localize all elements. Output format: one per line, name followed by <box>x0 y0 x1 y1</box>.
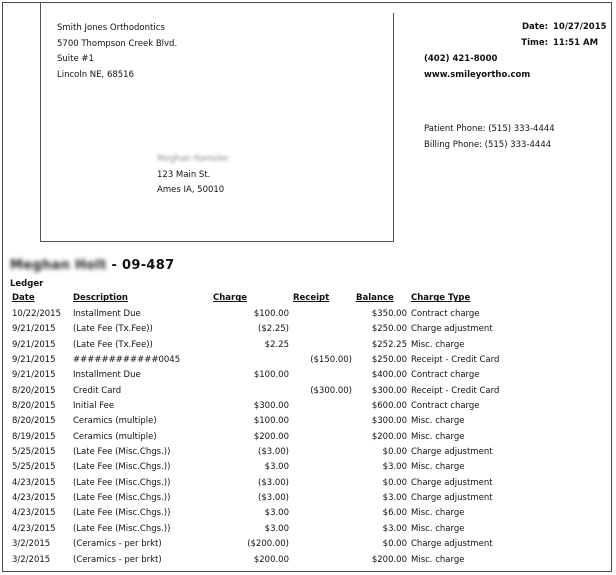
cell-date: 8/20/2015 <box>12 416 56 427</box>
ledger-heading: Ledger <box>10 279 44 289</box>
cell-charge: $100.00 <box>253 416 289 427</box>
cell-balance: $252.25 <box>371 339 407 350</box>
cell-description: (Late Fee (Misc.Chgs.)) <box>73 462 171 473</box>
cell-receipt <box>289 476 352 491</box>
cell-balance: $300.00 <box>371 385 407 396</box>
cell-description: Ceramics (multiple) <box>73 416 157 427</box>
cell-receipt <box>289 338 352 353</box>
cell-balance: $3.00 <box>382 523 407 534</box>
cell-charge: $100.00 <box>253 370 289 381</box>
patient-phone: Patient Phone: (515) 333-4444 <box>424 124 555 134</box>
cell-balance: $350.00 <box>371 309 407 319</box>
patient-title <box>10 258 174 273</box>
cell-receipt <box>289 414 352 429</box>
ledger-row <box>8 353 502 368</box>
cell-charge-type: Contract charge <box>411 309 480 319</box>
recipient-name-redacted: Meghan Hamsler <box>157 154 230 164</box>
cell-charge-type: Receipt - Credit Card <box>411 385 500 396</box>
cell-date: 4/23/2015 <box>12 508 56 519</box>
cell-date: 3/2/2015 <box>12 539 51 550</box>
cell-receipt <box>289 537 352 552</box>
cell-date: 10/22/2015 <box>12 309 61 319</box>
ledger-row <box>8 506 502 521</box>
cell-charge-type: Charge adjustment <box>411 493 493 504</box>
cell-balance: $200.00 <box>371 554 407 565</box>
ledger-row <box>8 338 502 353</box>
cell-description: Ceramics (multiple) <box>73 431 157 442</box>
cell-balance: $0.00 <box>382 539 407 550</box>
cell-date: 4/23/2015 <box>12 523 56 534</box>
cell-description: (Late Fee (Tx.Fee)) <box>73 324 153 335</box>
cell-date: 9/21/2015 <box>12 370 56 381</box>
ledger-row <box>8 491 502 506</box>
ledger-table <box>8 291 502 568</box>
ledger-row <box>8 553 502 568</box>
cell-description: (Late Fee (Tx.Fee)) <box>73 339 153 350</box>
ledger-row <box>8 322 502 337</box>
cell-balance: $0.00 <box>382 447 407 458</box>
cell-date: 9/21/2015 <box>12 355 56 366</box>
patient-name-redacted: Meghan Holt <box>10 258 107 273</box>
recipient-street: 123 Main St. <box>157 169 211 180</box>
cell-date: 9/21/2015 <box>12 324 56 335</box>
cell-date: 9/21/2015 <box>12 339 56 350</box>
cell-description: (Late Fee (Misc.Chgs.)) <box>73 477 171 488</box>
cell-receipt <box>289 399 352 414</box>
cell-description: (Late Fee (Misc.Chgs.)) <box>73 493 171 504</box>
cell-balance: $0.00 <box>382 477 407 488</box>
cell-description: (Late Fee (Misc.Chgs.)) <box>73 508 171 519</box>
ledger-row <box>8 522 502 537</box>
cell-date: 4/23/2015 <box>12 477 56 488</box>
ledger-row <box>8 399 502 414</box>
practice-city: Lincoln NE, 68516 <box>57 69 134 80</box>
envelope-window-left-border <box>40 3 41 242</box>
practice-phone: (402) 421-8000 <box>424 54 498 64</box>
cell-charge-type: Charge adjustment <box>411 477 493 488</box>
envelope-window-bottom-border <box>40 241 394 242</box>
date-row <box>508 19 607 35</box>
statement-datetime <box>508 19 607 51</box>
ledger-row <box>8 307 502 322</box>
practice-address-line-2: Suite #1 <box>57 54 94 64</box>
column-header-charge-type: Charge Type <box>411 293 471 304</box>
ledger-row <box>8 384 502 399</box>
cell-description: (Ceramics - per brkt) <box>73 554 162 565</box>
patient-account-number: - 09-487 <box>106 258 175 273</box>
cell-receipt <box>289 506 352 521</box>
cell-date: 3/2/2015 <box>12 554 51 565</box>
column-header-charge: Charge <box>213 293 248 304</box>
cell-charge: $3.00 <box>264 508 289 519</box>
cell-description: (Late Fee (Misc.Chgs.)) <box>73 523 171 534</box>
cell-charge-type: Misc. charge <box>411 431 465 442</box>
cell-receipt <box>289 322 352 337</box>
ledger-header-row <box>8 291 502 307</box>
cell-date: 8/20/2015 <box>12 401 56 412</box>
cell-balance: $3.00 <box>382 462 407 473</box>
cell-charge-type: Charge adjustment <box>411 539 493 550</box>
practice-name: Smith Jones Orthodontics <box>57 23 165 33</box>
ledger-row <box>8 537 502 552</box>
statement-date: 10/27/2015 <box>553 22 607 32</box>
cell-receipt <box>289 522 352 537</box>
cell-receipt <box>289 553 352 568</box>
column-header-date: Date <box>12 293 35 304</box>
cell-description: ############0045 <box>73 355 181 366</box>
billing-phone: Billing Phone: (515) 333-4444 <box>424 140 552 150</box>
column-header-description: Description <box>73 293 128 304</box>
practice-address-block <box>57 21 177 83</box>
time-row <box>508 35 607 51</box>
cell-balance: $300.00 <box>371 416 407 427</box>
practice-address-line-1: 5700 Thompson Creek Blvd. <box>57 38 178 49</box>
cell-balance: $3.00 <box>382 493 407 504</box>
cell-charge-type: Charge adjustment <box>411 447 493 458</box>
cell-charge: $200.00 <box>253 554 289 565</box>
cell-charge: $100.00 <box>253 309 289 319</box>
cell-charge: ($3.00) <box>258 493 289 504</box>
cell-receipt <box>289 368 352 383</box>
date-label: Date: <box>521 22 548 32</box>
cell-description: Initial Fee <box>73 401 115 412</box>
cell-charge-type: Misc. charge <box>411 339 465 350</box>
cell-charge-type: Contract charge <box>411 401 480 412</box>
cell-charge-type: Misc. charge <box>411 523 465 534</box>
column-header-balance: Balance <box>356 293 394 304</box>
cell-charge <box>209 353 289 368</box>
ledger-row <box>8 430 502 445</box>
cell-charge-type: Receipt - Credit Card <box>411 355 500 366</box>
ledger-row <box>8 414 502 429</box>
cell-charge-type: Misc. charge <box>411 416 465 427</box>
cell-charge-type: Contract charge <box>411 370 480 381</box>
cell-charge: ($200.00) <box>247 539 289 550</box>
cell-date: 8/20/2015 <box>12 385 56 396</box>
cell-description: Credit Card <box>73 385 122 396</box>
cell-receipt <box>289 491 352 506</box>
cell-charge: $3.00 <box>264 523 289 534</box>
cell-description: (Late Fee (Misc.Chgs.)) <box>73 447 171 458</box>
cell-charge: ($3.00) <box>258 447 289 458</box>
column-header-receipt: Receipt <box>293 293 330 304</box>
cell-balance: $6.00 <box>382 508 407 519</box>
practice-website: www.smileyortho.com <box>424 70 531 80</box>
cell-date: 8/19/2015 <box>12 431 56 442</box>
recipient-address-block <box>157 152 229 199</box>
statement-page <box>2 2 612 572</box>
cell-description: (Ceramics - per brkt) <box>73 539 162 550</box>
cell-balance: $200.00 <box>371 431 407 442</box>
cell-charge: $3.00 <box>264 462 289 473</box>
cell-balance: $600.00 <box>371 401 407 412</box>
cell-date: 4/23/2015 <box>12 493 56 504</box>
recipient-city: Ames IA, 50010 <box>157 185 225 195</box>
cell-balance: $250.00 <box>371 324 407 335</box>
cell-charge: $2.25 <box>264 339 289 350</box>
cell-charge <box>209 384 289 399</box>
time-label: Time: <box>521 38 548 48</box>
cell-description: Installment Due <box>73 370 141 381</box>
envelope-window-right-border <box>393 13 394 242</box>
ledger-row <box>8 476 502 491</box>
cell-description: Installment Due <box>73 309 141 319</box>
cell-charge-type: Charge adjustment <box>411 324 493 335</box>
patient-phones <box>424 121 555 153</box>
cell-charge: ($2.25) <box>258 324 289 335</box>
cell-charge: ($3.00) <box>258 477 289 488</box>
ledger-row <box>8 445 502 460</box>
cell-charge-type: Misc. charge <box>411 508 465 519</box>
cell-date: 5/25/2015 <box>12 462 56 473</box>
ledger-row <box>8 460 502 475</box>
practice-contact <box>424 51 530 83</box>
statement-time: 11:51 AM <box>553 38 599 48</box>
cell-charge-type: Misc. charge <box>411 462 465 473</box>
cell-date: 5/25/2015 <box>12 447 56 458</box>
cell-receipt <box>289 445 352 460</box>
cell-charge-type: Misc. charge <box>411 554 465 565</box>
cell-receipt: ($150.00) <box>310 355 352 366</box>
cell-charge: $300.00 <box>253 401 289 412</box>
cell-balance: $250.00 <box>371 355 407 366</box>
cell-receipt <box>289 460 352 475</box>
cell-receipt: ($300.00) <box>310 385 352 396</box>
cell-balance: $400.00 <box>371 370 407 381</box>
ledger-row <box>8 368 502 383</box>
cell-charge: $200.00 <box>253 431 289 442</box>
cell-receipt <box>289 307 352 322</box>
cell-receipt <box>289 430 352 445</box>
